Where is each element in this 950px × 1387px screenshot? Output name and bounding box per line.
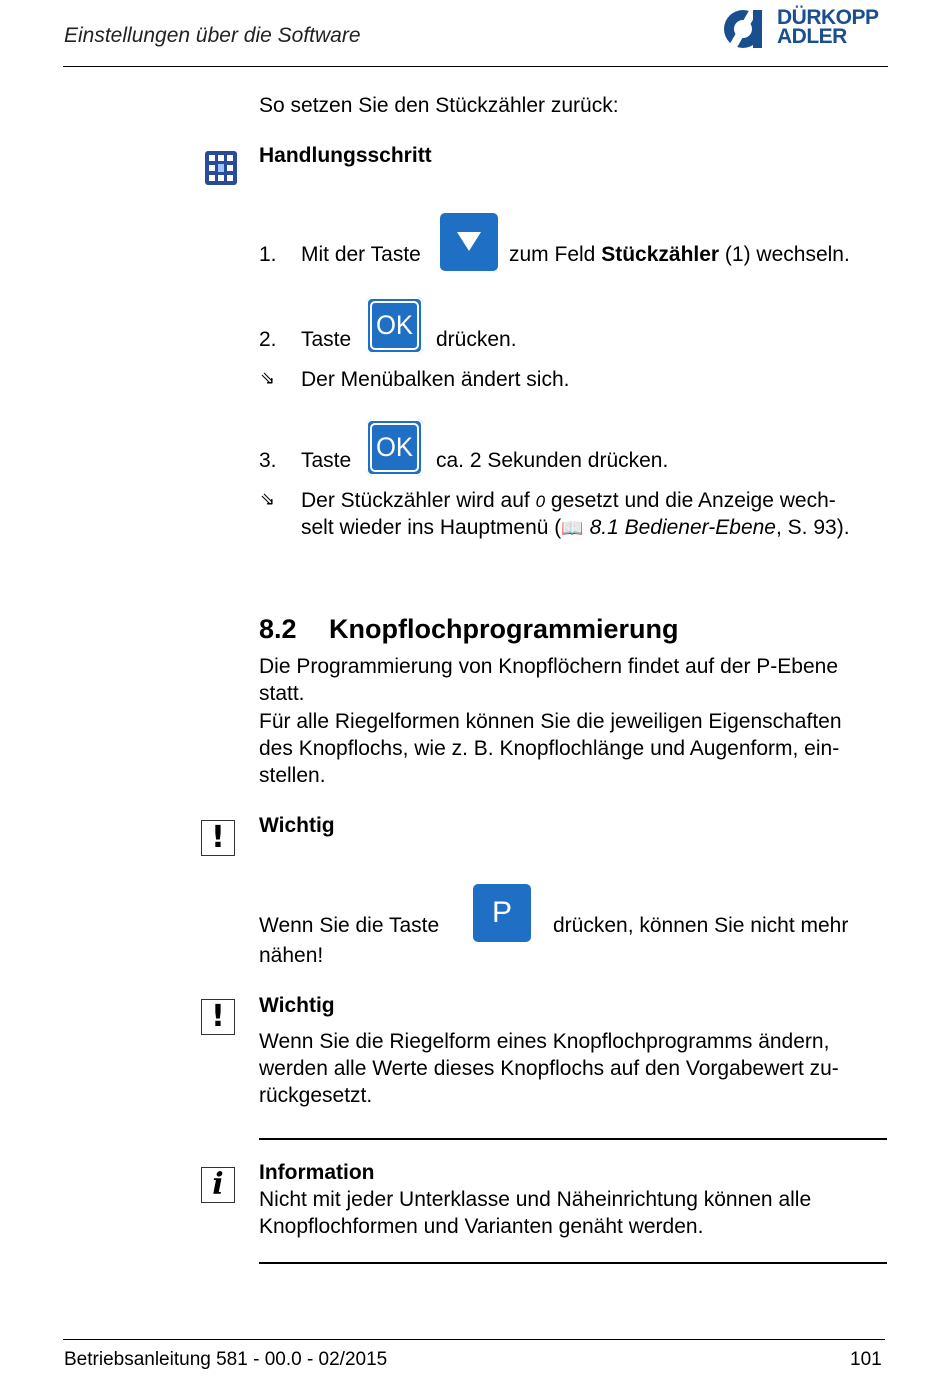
step-3-post: ca. 2 Sekunden drücken.	[436, 449, 669, 472]
ok-key-label: OK	[375, 310, 414, 340]
zero-value: 0	[535, 492, 546, 511]
ok-key-label: OK	[375, 432, 414, 462]
step-2-result: Der Menübalken ändert sich.	[301, 368, 570, 391]
warning-icon: !	[201, 820, 235, 856]
ok-key-icon	[366, 419, 423, 476]
info-top-rule	[259, 1138, 887, 1140]
info-line2: Knopflochformen und Varianten genäht werden.	[259, 1215, 704, 1238]
warning-1-line2: nähen!	[259, 944, 324, 967]
page-number: 101	[850, 1349, 882, 1370]
logo-text	[777, 8, 879, 46]
section-para2-line2: des Knopflochs, wie z. B. Knopflochlänge und Augenform, ein-	[259, 737, 840, 760]
logo-text-line1: DÜRKOPP	[777, 6, 879, 29]
step-heading: Handlungsschritt	[259, 144, 432, 167]
step-2-post: drücken.	[436, 328, 517, 351]
section-title: Knopflochprogrammierung	[329, 614, 679, 644]
step-2-pre: Taste	[301, 328, 352, 351]
step-2-number: 2.	[259, 328, 277, 351]
step-1-pre: Mit der Taste	[301, 243, 421, 266]
step-3-result-text-c: selt wieder ins Hauptmenü (	[301, 516, 562, 539]
step-3-result-text-b: gesetzt und die Anzeige wech-	[545, 489, 836, 512]
section-para2-line3: stellen.	[259, 764, 326, 787]
warning-2-line3: rückgesetzt.	[259, 1084, 373, 1107]
info-icon: i	[201, 1167, 235, 1203]
warning-1-heading: Wichtig	[259, 814, 335, 837]
step-3-result-text-a: Der Stückzähler wird auf	[301, 489, 536, 512]
step-3-pre: Taste	[301, 449, 352, 472]
cross-reference-link[interactable]: 8.1 Bediener-Ebene	[589, 516, 776, 539]
p-key-label: P	[491, 896, 512, 929]
info-line1: Nicht mit jeder Unterklasse und Näheinrichtung können alle	[259, 1188, 812, 1211]
intro-text: So setzen Sie den Stückzähler zurück:	[259, 94, 619, 117]
step-1-number: 1.	[259, 243, 277, 266]
result-arrow-icon: ⇘	[260, 368, 276, 389]
footer-document-id: Betriebsanleitung 581 - 00.0 - 02/2015	[64, 1349, 388, 1370]
step-1-field-name: Stückzähler	[601, 243, 720, 266]
ok-key-icon	[366, 297, 423, 354]
section-number: 8.2	[259, 614, 297, 644]
step-1-post-b: (1) wechseln.	[719, 243, 850, 266]
result-arrow-icon: ⇘	[260, 489, 276, 510]
info-heading: Information	[259, 1161, 375, 1184]
warning-2-line2: werden alle Werte dieses Knopflochs auf den Vorgabewert zu-	[259, 1057, 839, 1080]
step-3-result-line2	[301, 514, 850, 542]
action-step-icon	[205, 151, 237, 185]
section-para2-line1: Für alle Riegelformen können Sie die jeweiligen Eigenschaften	[259, 710, 842, 733]
book-icon: 📖	[561, 518, 584, 539]
logo-text-line2: ADLER	[777, 25, 847, 48]
step-3-result-line1	[301, 487, 836, 515]
p-key-icon	[473, 884, 531, 942]
warning-2-heading: Wichtig	[259, 994, 335, 1017]
warning-icon: !	[201, 999, 235, 1035]
footer-rule	[63, 1339, 885, 1340]
step-1-post-a: zum Feld	[509, 243, 602, 266]
section-para1-line2: statt.	[259, 682, 305, 705]
step-3-number: 3.	[259, 449, 277, 472]
down-key-icon	[440, 213, 498, 271]
step-3-result-text-d: , S. 93).	[776, 516, 850, 539]
info-bottom-rule	[259, 1262, 887, 1264]
warning-2-line1: Wenn Sie die Riegelform eines Knopflochprogramms ändern,	[259, 1030, 830, 1053]
warning-1-pre: Wenn Sie die Taste	[259, 914, 440, 937]
warning-1-post: drücken, können Sie nicht mehr	[553, 914, 849, 937]
step-1-post	[509, 241, 850, 268]
company-logo	[723, 8, 891, 50]
logo-mark-icon	[723, 8, 773, 50]
section-para1-line1: Die Programmierung von Knopflöchern findet auf der P-Ebene	[259, 655, 838, 678]
header-title: Einstellungen über die Software	[64, 24, 361, 47]
header-rule	[63, 66, 888, 67]
